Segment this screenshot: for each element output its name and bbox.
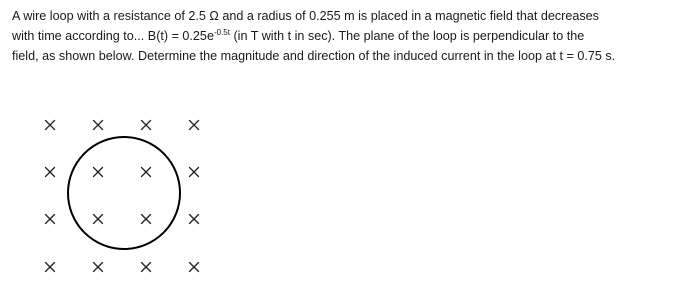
field-cross-marker	[94, 215, 103, 224]
wire-loop	[68, 137, 180, 249]
field-cross-marker	[46, 215, 55, 224]
field-cross-marker	[46, 121, 55, 130]
problem-line-3: field, as shown below. Determine the magnitude and direction of the induced current in the loop at t = 0.75 s.	[12, 49, 616, 63]
problem-line-1: A wire loop with a resistance of 2.5 Ω and a radius of 0.255 m is placed in a magnetic field that decreases	[12, 9, 599, 23]
equation-exponent: -0.5t	[213, 28, 230, 37]
equation-suffix: (in T with t in sec). The plane of the loop is perpendicular to the	[229, 29, 585, 43]
field-cross-marker	[190, 121, 199, 130]
field-cross-marker	[190, 263, 199, 272]
field-cross-marker	[190, 168, 199, 177]
field-cross-marker	[46, 263, 55, 272]
field-cross-marker	[142, 168, 151, 177]
field-cross-marker	[190, 215, 199, 224]
field-cross-marker	[142, 215, 151, 224]
field-cross-marker	[46, 168, 55, 177]
field-cross-marker	[142, 263, 151, 272]
equation-prefix: with time according to... B(t) = 0.25e	[12, 29, 214, 43]
field-cross-marker	[94, 168, 103, 177]
field-cross-marker	[142, 121, 151, 130]
field-cross-marker	[94, 263, 103, 272]
field-cross-marker	[94, 121, 103, 130]
